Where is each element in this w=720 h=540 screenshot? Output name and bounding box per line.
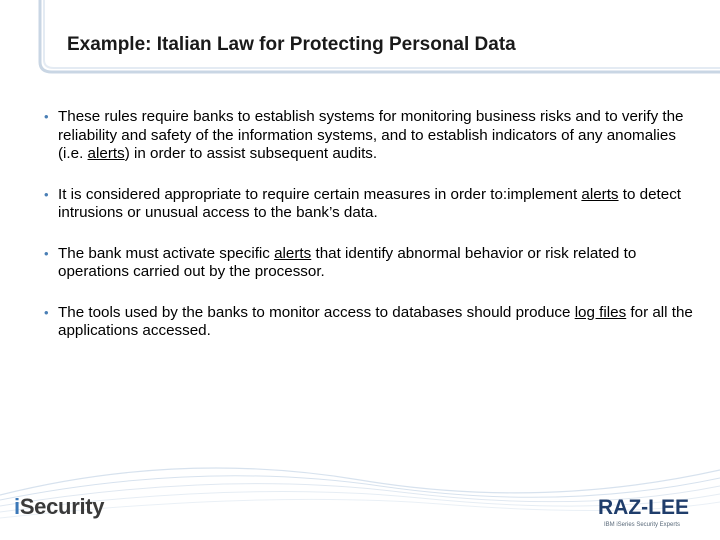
slide-title: Example: Italian Law for Protecting Personal Data [67,34,516,55]
bullet-text: for all the applications accessed. [58,303,693,339]
alerts-term: alerts [87,145,125,162]
alerts-term: alerts [274,244,312,262]
bullet-text: The tools used by the banks to monitor access to databases should produce [58,303,575,321]
isecurity-logo-i: i [14,494,20,519]
isecurity-logo-text: Security [19,494,105,519]
bullet-text: ) in order to assist subsequent audits. [124,145,378,162]
bullet-text: It is considered appropriate to require certain measures in order to:implement [58,185,582,203]
bullet-text: to detect intrusions or unusual access to the bank’s data. [58,185,682,221]
bullet-item [44,186,694,223]
bullet-item [44,304,694,341]
razlee-tagline: IBM iSeries Security Experts [604,522,681,528]
bullet-text: that identify abnormal behavior or risk related to operations carried out by the processor. [58,244,637,280]
bullet-text: The bank must activate specific [58,244,275,262]
bullet-icon: • [44,109,49,124]
bullet-list [44,108,694,341]
bullet-icon: • [44,304,49,320]
log-files-term: log files [574,303,627,321]
razlee-logo: RAZ-LEE [598,496,689,519]
bullet-item [44,245,694,282]
bullet-icon: • [44,186,49,202]
bullet-item [44,108,694,164]
isecurity-logo [14,494,104,520]
bullet-text: These rules require banks to establish systems for monitoring business risks and to verify the reliability and safety of the information systems, and to establish indicators of any anomalies (i.e. [58,108,684,162]
alerts-term: alerts [581,185,619,203]
bullet-icon: • [44,245,49,261]
